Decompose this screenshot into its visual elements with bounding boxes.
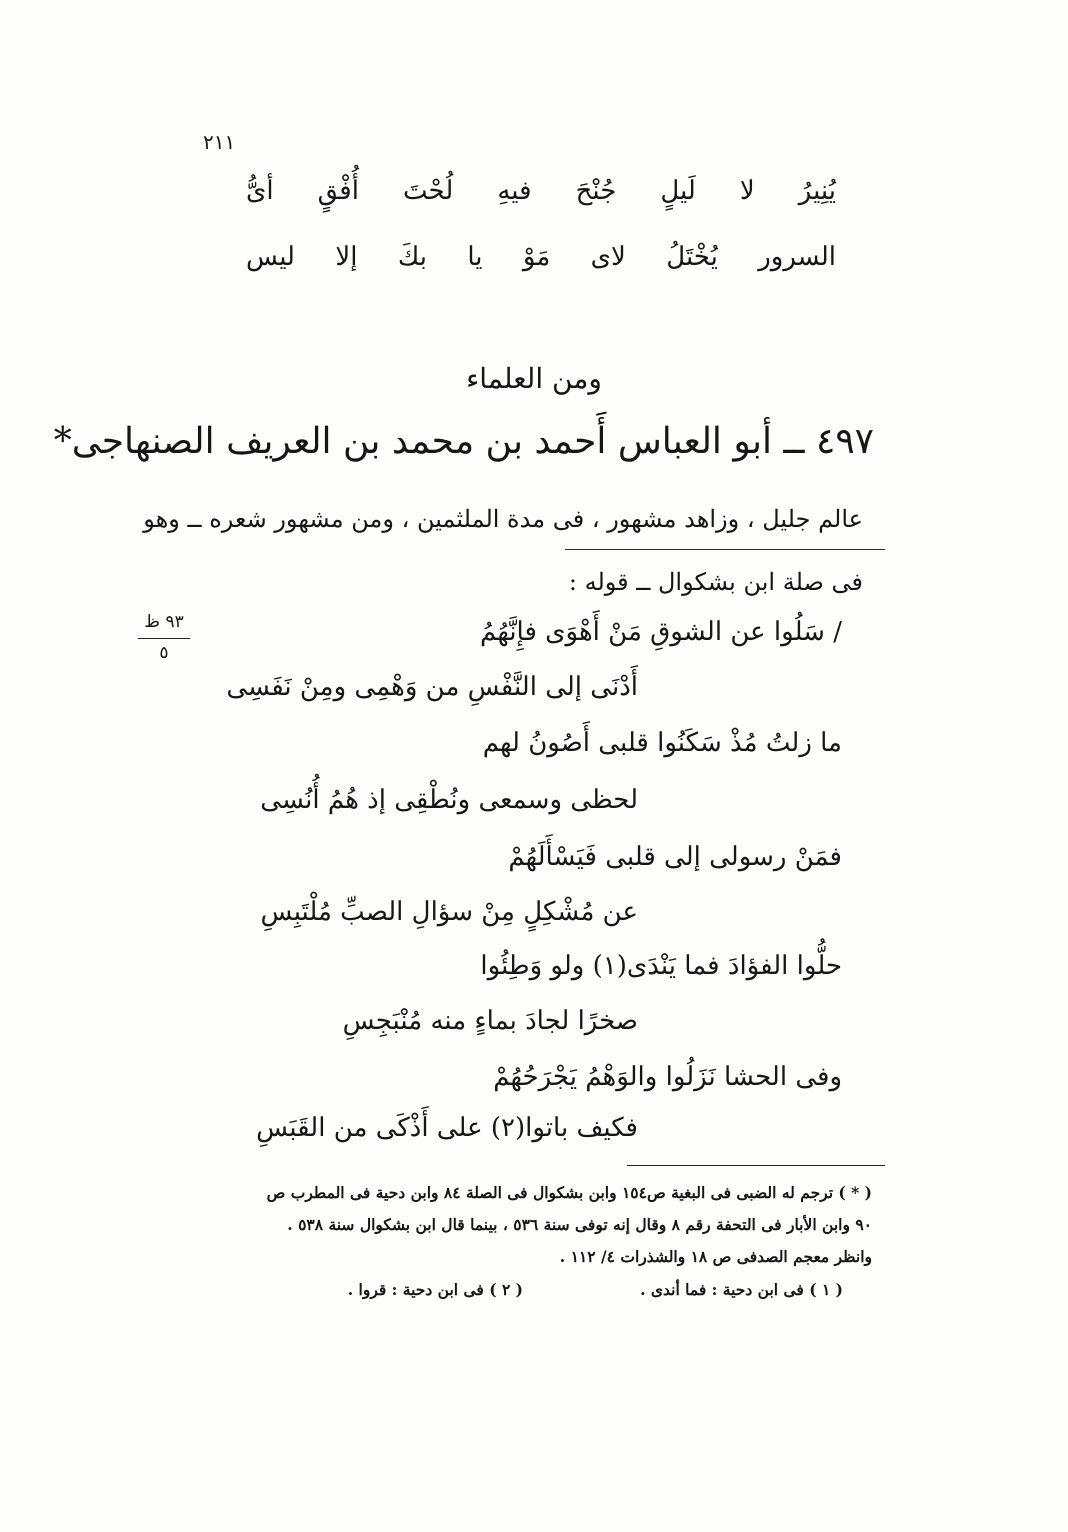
paragraph-line-1: عالم جليل ، وزاهد مشهور ، فى مدة الملثمين ، ومن مشهور شعره ــ وهو (143, 505, 863, 533)
page-number: ٢١١ (203, 130, 236, 154)
footnote-separator (627, 1165, 885, 1166)
margin-folio-note (136, 612, 192, 663)
poem-verse-4: لحظى وسمعى ونُطْقِى إذ هُمُ أُنُسِى (260, 785, 638, 815)
footnote-star-line-1: ( * ) ترجم له الضبى فى البغية ص١٥٤ وابن بشكوال فى الصلة ٨٤ وابن دحية فى المطرب ص (266, 1183, 872, 1202)
footnote-1: ( ١ ) فى ابن دحية : فما أندى . (640, 1280, 843, 1299)
verse-word: إلا (335, 242, 358, 272)
verse-word: لا (739, 176, 755, 206)
margin-note-bottom: ٥ (159, 643, 169, 663)
verse-word: فيهِ (497, 176, 532, 206)
verse-word: يا (467, 242, 483, 272)
verse-word: يُنِيرُ (798, 176, 836, 206)
poem-verse-10: فكيف باتوا(٢) على أَذْكَى من القَبَسِ (256, 1113, 638, 1143)
verse-word: أىُّ (246, 176, 274, 206)
footnote-star-line-2: ٩٠ وابن الأبار فى التحفة رقم ٨ وقال إنه توفى سنة ٥٣٦ ، بينما قال ابن بشكوال سنة ٥٣٨ . (287, 1215, 872, 1234)
verse-word: يُخْتَلُ (666, 242, 718, 272)
verse-word: أُفْقٍ (317, 176, 359, 206)
verse-word: بكَ (397, 242, 427, 272)
poem-verse-3: ما زلتُ مُذْ سَكَنُوا قلبى أَصُونُ لهم (482, 728, 842, 758)
footnote-2: ( ٢ ) فى ابن دحية : قروا . (347, 1280, 523, 1299)
top-verse-line-2 (246, 242, 836, 282)
verse-word: لاى (590, 242, 626, 272)
entry-title: ٤٩٧ ــ أبو العباس أَحمد بن محمد بن العريف الصنهاجى* (53, 421, 874, 462)
poem-verse-7: حلُّوا الفؤادَ فما يَنْدَى(١) ولو وَطِئُوا (480, 951, 842, 981)
footnote-star-line-3: وانظر معجم الصدفى ص ١٨ والشذرات ٤/ ١١٢ . (559, 1247, 872, 1266)
poem-verse-5: فمَنْ رسولى إلى قلبى فَيَسْأَلَهُمْ (508, 842, 842, 872)
verse-word: ليس (246, 242, 295, 272)
top-verse-line-1 (246, 176, 836, 216)
underline-rule (565, 549, 885, 550)
verse-word: لَيلٍ (660, 176, 696, 206)
poem-verse-1: / سَلُوا عن الشوقِ مَنْ أَهْوَى فإِنَّهُمُ (480, 617, 842, 647)
margin-note-rule (138, 638, 190, 639)
poem-verse-6: عن مُشْكِلٍ مِنْ سؤالِ الصبِّ مُلْتَبِسِ (260, 897, 638, 927)
paragraph-line-2: فى صلة ابن بشكوال ــ قوله : (568, 568, 863, 596)
poem-verse-2: أَدْنَى إلى النَّفْسِ من وَهْمِى ومِنْ نَفَسِى (226, 672, 638, 702)
verse-word: لُحْتَ (403, 176, 454, 206)
verse-word: جُنْحَ (575, 176, 617, 206)
section-heading: ومن العلماء (466, 362, 602, 395)
poem-verse-8: صخرًا لجادَ بماءٍ منه مُنْبَجِسِ (342, 1006, 638, 1036)
verse-word: السرور (758, 242, 836, 272)
poem-verse-9: وفى الحشا نَزَلُوا والوَهْمُ يَجْرَحُهُمْ (493, 1062, 842, 1092)
margin-note-top: ٩٣ ظ (144, 612, 184, 632)
verse-word: مَوْ (522, 242, 551, 272)
